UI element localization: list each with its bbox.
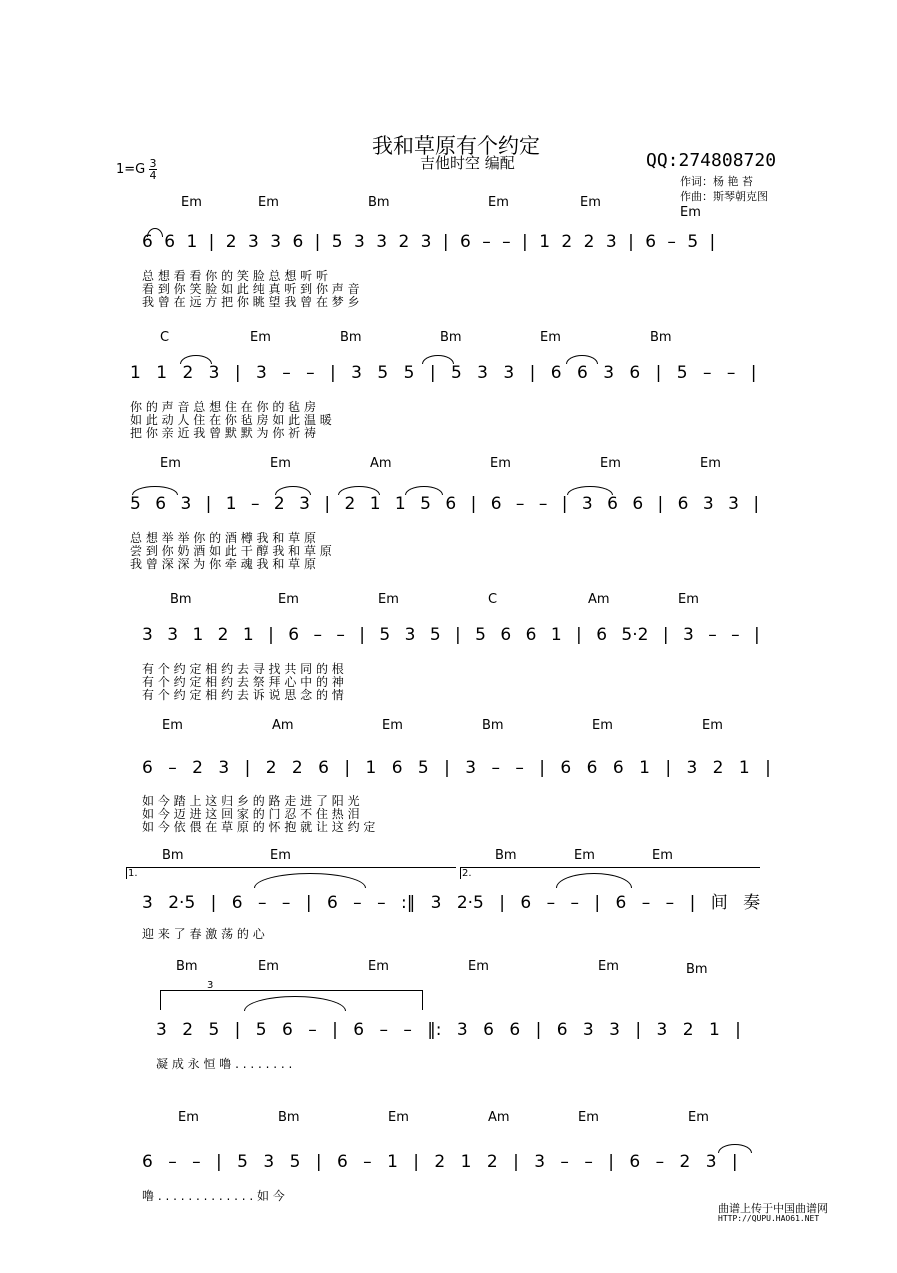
chord: Em xyxy=(250,330,271,345)
chord: Em xyxy=(368,959,389,974)
chord: Em xyxy=(578,1110,599,1125)
chord: Bm xyxy=(176,959,198,974)
chord: Em xyxy=(181,195,202,210)
tie-arc xyxy=(244,996,346,1011)
qq-contact: QQ:274808720 xyxy=(646,150,777,171)
chord: Bm xyxy=(162,848,184,863)
composer-credit: 作曲：斯琴朝克图 xyxy=(680,190,768,203)
chord: Bm xyxy=(650,330,672,345)
chord: Bm xyxy=(368,195,390,210)
lyric-verse-2: 如 此 动 人 住 在 你 毡 房 如 此 温 暖 xyxy=(130,413,332,427)
chord: Am xyxy=(588,592,610,607)
lyric-verse-1: 噜 . . . . . . . . . . . . . 如 今 xyxy=(142,1189,285,1203)
song-title: 我和草原有个约定 xyxy=(372,134,540,158)
time-signature-bottom: 4 xyxy=(149,169,157,182)
tie-arc xyxy=(422,355,454,364)
notation-line: 3 2·5 | 6 – – | 6 – – :‖ 3 2·5 | 6 – – | 6 – – | 间 奏 xyxy=(142,893,761,913)
tie-arc xyxy=(180,355,212,364)
tie-arc xyxy=(556,873,632,888)
chord: Em xyxy=(680,205,701,220)
chord: Am xyxy=(488,1110,510,1125)
tie-arc xyxy=(132,486,178,495)
triplet-bracket xyxy=(160,990,422,991)
chord: Em xyxy=(258,959,279,974)
chord: Em xyxy=(652,848,673,863)
chord: Em xyxy=(270,456,291,471)
tie-arc xyxy=(254,873,366,888)
chord: Em xyxy=(490,456,511,471)
chord: Em xyxy=(592,718,613,733)
volta-label-2: 2. xyxy=(462,868,472,879)
key-signature: 1=G xyxy=(116,162,146,177)
lyric-verse-1: 总 想 看 看 你 的 笑 脸 总 想 听 听 xyxy=(142,269,328,283)
lyric-verse-3: 如 今 依 偎 在 草 原 的 怀 抱 就 让 这 约 定 xyxy=(142,820,376,834)
chord: Bm xyxy=(482,718,504,733)
watermark-text: 曲谱上传于中国曲谱网 xyxy=(718,1202,828,1215)
lyric-verse-2: 有 个 约 定 相 约 去 祭 拜 心 中 的 神 xyxy=(142,675,344,689)
chord: Am xyxy=(370,456,392,471)
chord: Em xyxy=(178,1110,199,1125)
triplet-label: 3 xyxy=(207,980,214,991)
chord: Em xyxy=(488,195,509,210)
tie-arc xyxy=(405,486,443,495)
chord: Em xyxy=(468,959,489,974)
lyric-verse-3: 把 你 亲 近 我 曾 默 默 为 你 祈 祷 xyxy=(130,426,316,440)
volta-bracket-2 xyxy=(460,867,760,868)
chord: Em xyxy=(688,1110,709,1125)
lyric-verse-3: 有 个 约 定 相 约 去 诉 说 思 念 的 情 xyxy=(142,688,344,702)
volta-label-1: 1. xyxy=(128,868,138,879)
chord: Em xyxy=(162,718,183,733)
lyric-verse-3: 我 曾 深 深 为 你 牵 魂 我 和 草 原 xyxy=(130,557,316,571)
chord: Em xyxy=(678,592,699,607)
notation-line: 1 1 2 3 | 3 – – | 3 5 5 | 5 3 3 | 6 6 3 6 | 5 – – | xyxy=(130,363,757,383)
notation-line: 3 3 1 2 1 | 6 – – | 5 3 5 | 5 6 6 1 | 6 5·2 | 3 – – | xyxy=(142,625,760,645)
chord: Em xyxy=(540,330,561,345)
lyric-verse-1: 有 个 约 定 相 约 去 寻 找 共 同 的 根 xyxy=(142,662,344,676)
volta-bracket-1-edge xyxy=(126,867,127,879)
lyric-verse-1: 如 今 踏 上 这 归 乡 的 路 走 进 了 阳 光 xyxy=(142,794,360,808)
notation-line: 3 2 5 | 5 6 – | 6 – – ‖: 3 6 6 | 6 3 3 | 3 2 1 | xyxy=(156,1020,741,1040)
time-signature xyxy=(149,158,157,181)
chord: C xyxy=(488,592,498,607)
chord: Em xyxy=(278,592,299,607)
chord: Em xyxy=(160,456,181,471)
notation-line: 5 6 3 | 1 – 2 3 | 2 1 1 5 6 | 6 – – | 3 6 6 | 6 3 3 | xyxy=(130,494,760,514)
chord: Bm xyxy=(170,592,192,607)
chord: Em xyxy=(598,959,619,974)
chord: Bm xyxy=(686,962,708,977)
triplet-bracket-edge xyxy=(160,990,161,1010)
lyric-verse-3: 我 曾 在 远 方 把 你 眺 望 我 曾 在 梦 乡 xyxy=(142,295,360,309)
lyric-verse-1: 总 想 举 举 你 的 酒 樽 我 和 草 原 xyxy=(130,531,316,545)
chord: Am xyxy=(272,718,294,733)
chord: Bm xyxy=(340,330,362,345)
notation-line: 6 – 2 3 | 2 2 6 | 1 6 5 | 3 – – | 6 6 6 1 | 3 2 1 | xyxy=(142,758,771,778)
volta-bracket-2-edge xyxy=(460,867,461,879)
chord: Bm xyxy=(278,1110,300,1125)
chord: Em xyxy=(258,195,279,210)
lyric-verse-1: 迎 来 了 春 激 荡 的 心 xyxy=(142,927,265,941)
time-signature-top: 3 xyxy=(149,157,157,170)
chord: Bm xyxy=(440,330,462,345)
chord: Bm xyxy=(495,848,517,863)
lyricist-credit: 作词：杨 艳 苔 xyxy=(680,175,753,188)
arranger-credit: 吉他时空 编配 xyxy=(420,154,515,172)
chord: Em xyxy=(574,848,595,863)
lyric-verse-1: 你 的 声 音 总 想 住 在 你 的 毡 房 xyxy=(130,400,316,414)
chord: C xyxy=(160,330,170,345)
lyric-verse-2: 尝 到 你 奶 酒 如 此 干 醇 我 和 草 原 xyxy=(130,544,332,558)
tie-arc xyxy=(338,486,380,495)
lyric-verse-1: 凝 成 永 恒 噜 . . . . . . . . xyxy=(156,1057,293,1071)
tie-arc xyxy=(566,355,598,364)
lyric-verse-2: 如 今 迈 进 这 回 家 的 门 忍 不 住 热 泪 xyxy=(142,807,360,821)
chord: Em xyxy=(580,195,601,210)
tie-arc xyxy=(147,228,163,237)
chord: Em xyxy=(700,456,721,471)
notation-line: 6 6 1 | 2 3 3 6 | 5 3 3 2 3 | 6 – – | 1 2 2 3 | 6 – 5 | xyxy=(142,232,716,252)
watermark-url: HTTP://QUPU.HAO61.NET xyxy=(718,1214,820,1223)
tie-arc xyxy=(567,486,613,495)
chord: Em xyxy=(382,718,403,733)
triplet-bracket-edge xyxy=(422,990,423,1010)
chord: Em xyxy=(388,1110,409,1125)
chord: Em xyxy=(270,848,291,863)
notation-line: 6 – – | 5 3 5 | 6 – 1 | 2 1 2 | 3 – – | 6 – 2 3 | xyxy=(142,1152,738,1172)
chord: Em xyxy=(378,592,399,607)
volta-bracket-1 xyxy=(126,867,456,868)
chord: Em xyxy=(600,456,621,471)
lyric-verse-2: 看 到 你 笑 脸 如 此 纯 真 听 到 你 声 音 xyxy=(142,282,360,296)
chord: Em xyxy=(702,718,723,733)
tie-arc xyxy=(275,486,311,495)
tie-arc xyxy=(718,1144,752,1153)
